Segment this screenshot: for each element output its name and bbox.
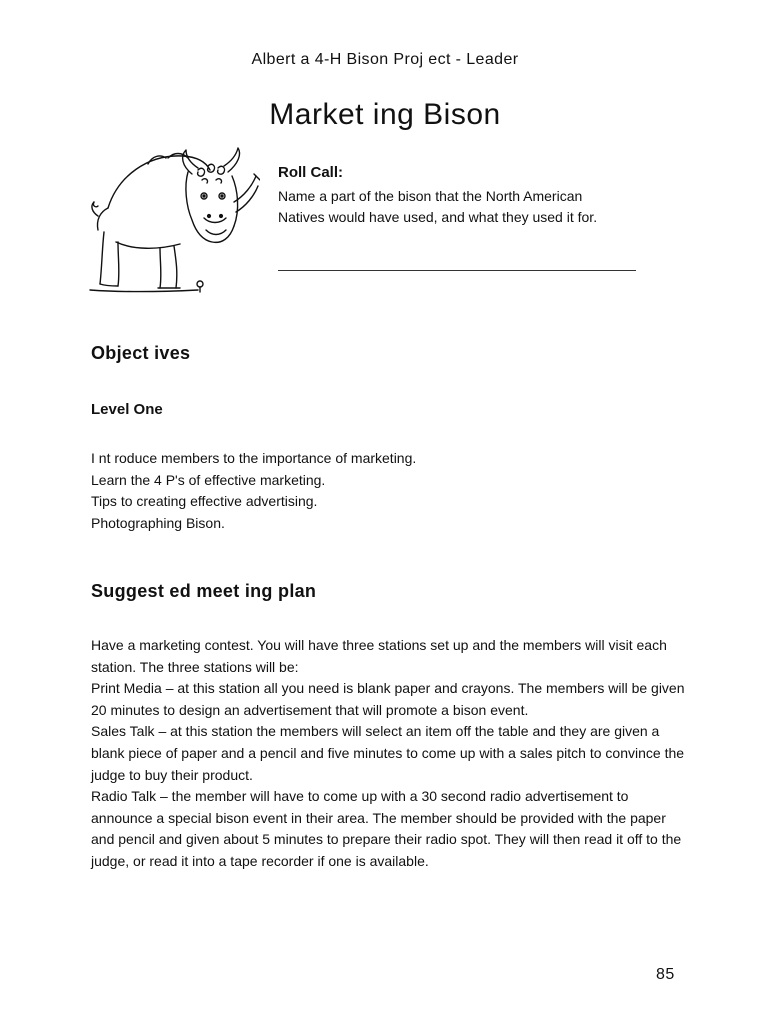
page-title: Market ing Bison (269, 98, 501, 131)
meeting-plan-body (91, 635, 691, 873)
meeting-plan-paragraph: Sales Talk – at this station the members will select an item off the table and they are given a blank piece of paper and a pencil and five minutes to come up with a sales pitch to convince the judge to buy their product. (91, 723, 685, 783)
bison-icon (88, 146, 260, 294)
meeting-plan-paragraph: Print Media – at this station all you need is blank paper and crayons. The members will be given 20 minutes to design an advertisement that will promote a bison event. (91, 680, 685, 718)
objective-item: I nt roduce members to the importance of marketing. (91, 450, 417, 466)
roll-call-line: Natives would have used, and what they used it for. (278, 209, 598, 225)
meeting-plan-paragraph: Have a marketing contest. You will have three stations set up and the members will visit each station. The three stations will be: (91, 637, 667, 675)
objective-item: Photographing Bison. (91, 514, 225, 531)
answer-blank-line (278, 270, 636, 271)
objectives-list (91, 448, 416, 534)
meeting-plan-paragraph: Radio Talk – the member will have to come up with a 30 second radio advertisement to announce a special bison event in their area. The member should be provided with the paper and pencil and given about 5 minutes to prepare their radio spot. They will then read it off to the judge, or read it into a tape recorder if one is available. (91, 788, 682, 869)
objectives-heading: Object ives (91, 343, 191, 363)
roll-call-section (278, 164, 658, 228)
bison-illustration (88, 146, 260, 294)
objective-item: Tips to creating effective advertising. (91, 493, 318, 509)
page-number: 85 (656, 966, 675, 983)
level-one-heading: Level One (91, 401, 163, 418)
meeting-plan-heading: Suggest ed meet ing plan (91, 581, 317, 601)
roll-call-line: Name a part of the bison that the North American (278, 188, 583, 204)
running-header: Albert a 4-H Bison Proj ect - Leader (251, 51, 519, 68)
roll-call-text (278, 186, 658, 228)
objective-item: Learn the 4 P's of effective marketing. (91, 471, 326, 488)
roll-call-heading: Roll Call: (278, 164, 344, 181)
